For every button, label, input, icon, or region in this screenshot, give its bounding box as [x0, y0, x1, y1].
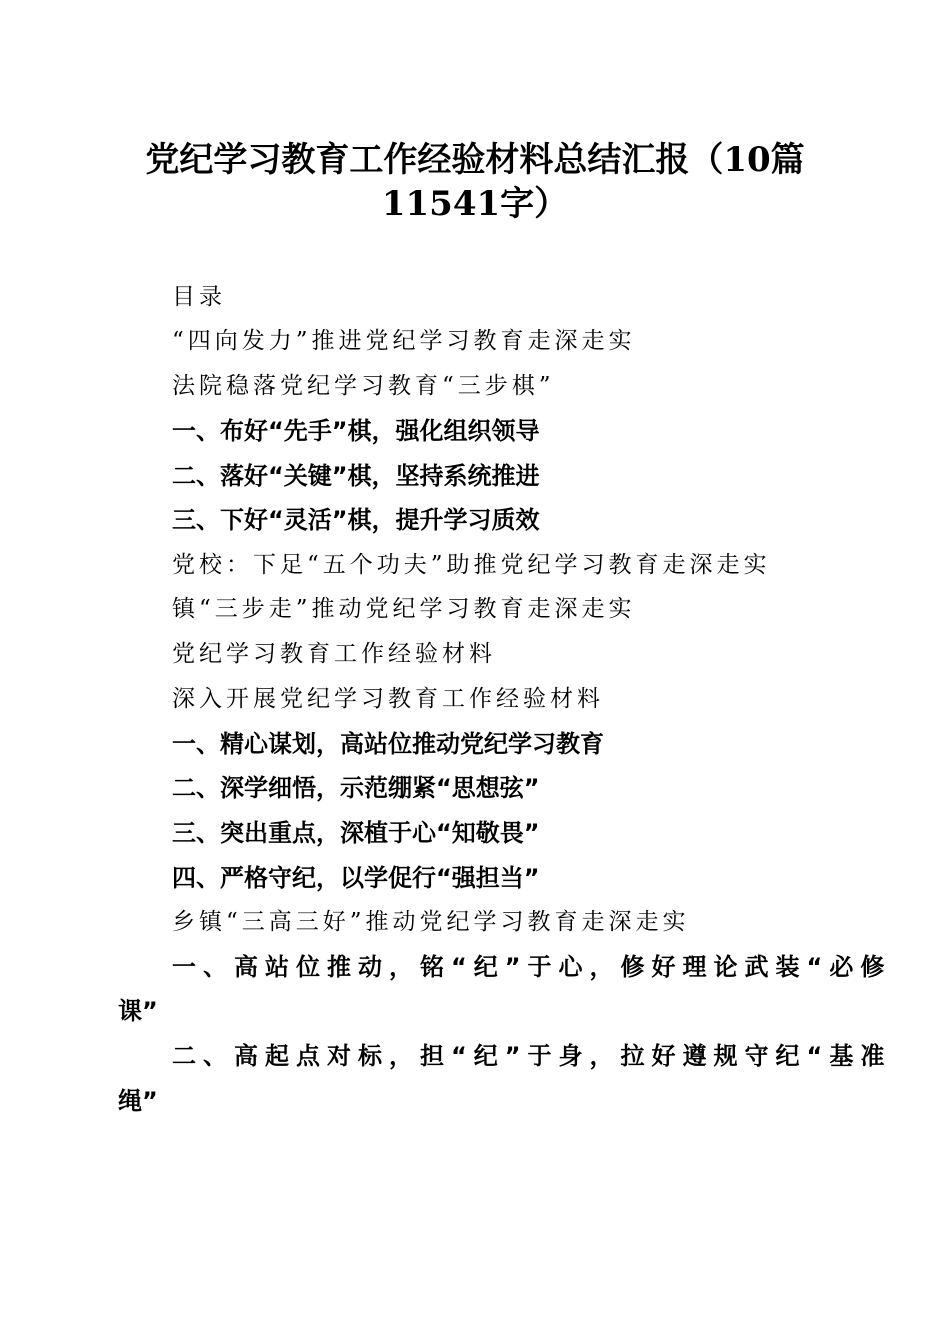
toc-item: 三、突出重点，深植于心“知敬畏” — [172, 819, 540, 847]
toc-item: 党校：下足“五个功夫”助推党纪学习教育走深走实 — [172, 552, 771, 578]
toc-item: 二、深学细悟，示范绷紧“思想弦” — [172, 774, 540, 802]
toc-heading: 目录 — [172, 284, 226, 310]
toc-item: 一、布好“先手”棋，强化组织领导 — [172, 417, 540, 445]
toc-item: 乡镇“三高三好”推动党纪学习教育走深走实 — [172, 909, 690, 935]
paragraph-2-line-2: 绳” — [118, 1087, 158, 1115]
toc-item: 党纪学习教育工作经验材料 — [172, 641, 496, 667]
toc-item: 一、精心谋划，高站位推动党纪学习教育 — [172, 730, 604, 758]
document-title-line-1: 党纪学习教育工作经验材料总结汇报（10篇 — [145, 140, 805, 180]
paragraph-1-line-1: 一、高站位推动，铭“纪”于心，修好理论武装“必修 — [172, 953, 892, 981]
document-title-line-2: 11541字） — [381, 184, 569, 224]
toc-item: 三、下好“灵活”棋，提升学习质效 — [172, 506, 540, 534]
toc-item: 法院稳落党纪学习教育“三步棋” — [172, 373, 555, 399]
toc-item: 四、严格守纪，以学促行“强担当” — [172, 864, 540, 892]
paragraph-1-line-2: 课” — [118, 997, 158, 1025]
paragraph-2-line-1: 二、高起点对标，担“纪”于身，拉好遵规守纪“基准 — [172, 1042, 892, 1070]
toc-item: 镇“三步走”推动党纪学习教育走深走实 — [172, 596, 636, 622]
toc-item: 深入开展党纪学习教育工作经验材料 — [172, 686, 604, 712]
toc-item: 二、落好“关键”棋，坚持系统推进 — [172, 462, 540, 490]
toc-item: “四向发力”推进党纪学习教育走深走实 — [172, 328, 636, 354]
